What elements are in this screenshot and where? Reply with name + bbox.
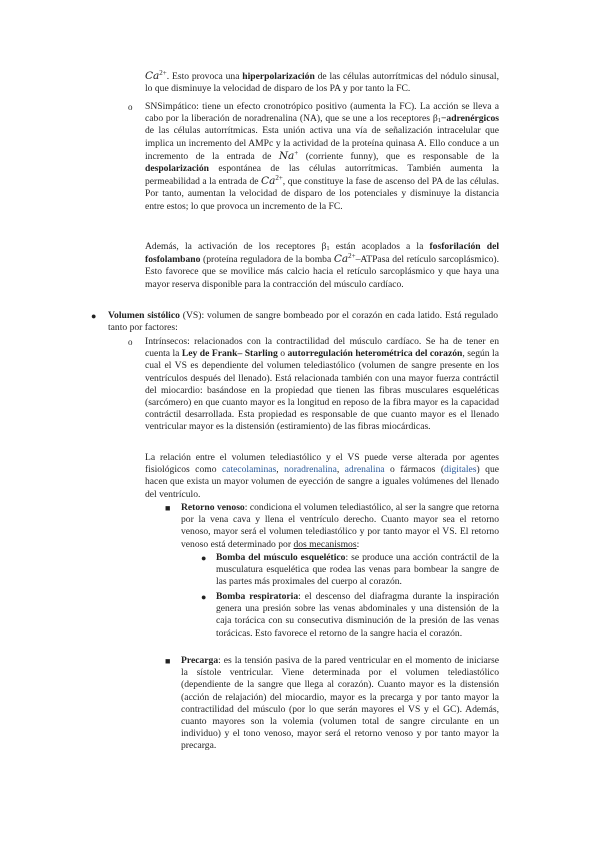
link-catecolaminas[interactable]: catecolaminas bbox=[221, 464, 277, 476]
term-precarga: Precarga bbox=[181, 655, 219, 666]
paragraph-bomba-respiratoria: Bomba respiratoria: el descenso del diafragma durante la inspiración genera una presión sobre las venas abdominales y una distensión de la caja torácica con su consecutiva disminución de la presión de las venas torácicas. Esto favorece el retorno de la sangre hacia el corazón. bbox=[216, 591, 499, 639]
link-noradrenalina[interactable]: noradrenalina bbox=[284, 464, 337, 476]
paragraph-volumen-sistolico: Volumen sistólico (VS): volumen de sangre bombeado por el corazón en cada latido. Está regulado tanto por factores: bbox=[108, 310, 498, 334]
list-bullet: ■ bbox=[165, 656, 171, 666]
term-autorregulacion: autorregulación heterométrica del corazón bbox=[287, 348, 463, 360]
list-bullet: ● bbox=[201, 553, 207, 563]
term-retorno-venoso: Retorno venoso bbox=[181, 502, 245, 513]
term-despolarizacion: despolarización bbox=[145, 163, 209, 175]
term-volumen-sistolico: Volumen sistólico bbox=[108, 310, 180, 321]
term-fosforilacion: fosforilación del fosfolambano bbox=[145, 241, 499, 266]
term-bomba-respiratoria: Bomba respiratoria bbox=[216, 591, 299, 602]
link-digitales[interactable]: digitales bbox=[444, 464, 477, 476]
beta1-symbol: $\beta_1$ bbox=[432, 113, 441, 125]
term-frank-starling: Ley de Frank– Starling bbox=[181, 348, 278, 360]
paragraph-intrinsecos: Intrínsecos: relacionados con la contractilidad del músculo cardíaco. Se ha de tener en cuenta la Ley de Frank– Starling o autorregulación heterométrica del corazón, según la cual el VS es dependiente del volumen telediastólico (volumen de sangre presente en los ventrículos después del llenado). Está relacionada también con una mayor fuerza contráctil del miocardio: basándose en la propiedad que tienen las fibras musculares esqueléticas (sarcómero) en que cuanto mayor es la longitud en reposo de la fibra mayor es la capacidad contráctil desarrollada. Esta propiedad es responsable de que cuanto mayor es el llenado ventricular mayor es la distensión (estiramiento) de las fibras miocárdicas. bbox=[145, 336, 499, 433]
paragraph-sympathetic: SNSimpático: tiene un efecto cronotrópico positivo (aumenta la FC). La acción se lleva a cabo por la liberación de noradrenalina (NA), que se une a los receptores $\beta_1-adrenérgicos$ de las células autorrítmicas. Esta unión activa una vía de señalización intracelular que implica un incremento del AMPc y la actividad de la proteína quinasa A. Ello conduce a un incremento de la entrada de Na+ (corriente funny), que es responsable de la despolarización espontánea de las células autorrítmicas. También aumenta la permeabilidad a la entrada de $Ca^{2+}$, que constituye la fase de ascenso del PA de las células. Por tanto, aumentan la velocidad de disparo de los potenciales y disminuye la distancia entre estos; lo que provoca un incremento de la FC. bbox=[145, 101, 499, 212]
paragraph-fosfolambano: Además, la activación de los receptores $\beta_1$ están acoplados a la fosforilación del fosfolambano (proteína reguladora de la bomba $Ca^{2+}$–ATPasa del retículo sarcoplásmico). Esto favorece que se movilice más calcio hacia el retículo sarcoplásmico y que haya una mayor reserva disponible para la contracción del músculo cardíaco. bbox=[145, 241, 500, 290]
link-adrenalina[interactable]: adrenalina bbox=[344, 464, 385, 476]
beta1-symbol: $\beta_1$ bbox=[321, 241, 330, 252]
list-bullet: ● bbox=[201, 592, 207, 602]
paragraph-bomba-musculo: Bomba del músculo esquelético: se produce una acción contráctil de la musculatura esquelética que rodea las venas para bombear la sangre de las partes más proximales del cuerpo al corazón. bbox=[216, 552, 500, 588]
calcium-symbol: $Ca^{2+}$ bbox=[333, 252, 356, 266]
list-bullet: o bbox=[128, 337, 133, 347]
list-bullet: o bbox=[128, 102, 133, 112]
term-bomba-musculo: Bomba del músculo esquelético bbox=[216, 552, 346, 563]
sodium-symbol: Na+ bbox=[278, 148, 299, 162]
paragraph-retorno-venoso: Retorno venoso: condiciona el volumen telediastólico, al ser la sangre que retorna por la vena cava y llena el ventrículo derecho. Cuanto mayor sea el retorno venoso, mayor será el volumen telediastólico y por tanto mayor el VS. El retorno venoso está determinado por dos mecanismos: bbox=[181, 502, 500, 550]
paragraph-precarga: Precarga: es la tensión pasiva de la pared ventricular en el momento de iniciarse la sístole ventricular. Viene determinada por el volumen telediastólico (dependiente de la sangre que llega al corazón). Cuanto mayor es la distensión (acción de relajación) del miocardio, mayor es la precarga y por tanto mayor la contractilidad del músculo (por lo que serán mayores el VS y el GC). Además, cuanto mayores son la volemia (volumen total de sangre circulante en un individuo) y el tono venoso, mayor será el retorno venoso y por tanto mayor la precarga. bbox=[181, 655, 499, 752]
paragraph-relacion-vtd-vs: La relación entre el volumen telediastólico y el VS puede verse alterada por agentes fisiológicos como catecolaminas, noradrenalina, adrenalina o fármacos (digitales) que hacen que exista un mayor volumen de eyección de sangre a iguales volúmenes del llenado del ventrículo. bbox=[145, 452, 500, 500]
term-dos-mecanismos: dos mecanismos bbox=[293, 538, 357, 550]
list-bullet: ■ bbox=[165, 503, 171, 513]
calcium-symbol: $Ca^{2+}$ bbox=[261, 174, 283, 188]
list-bullet: ● bbox=[91, 311, 97, 321]
term-hiperpolarizacion: hiperpolarización bbox=[242, 71, 315, 82]
paragraph-parasympathetic-end: $Ca^{2+}$. Esto provoca una hiperpolarización de las células autorrítmicas del nódulo sinusal, lo que disminuye la velocidad de disparo de los PA y por tanto la FC. bbox=[145, 69, 499, 95]
calcium-symbol: $Ca^{2+}$ bbox=[145, 69, 167, 82]
